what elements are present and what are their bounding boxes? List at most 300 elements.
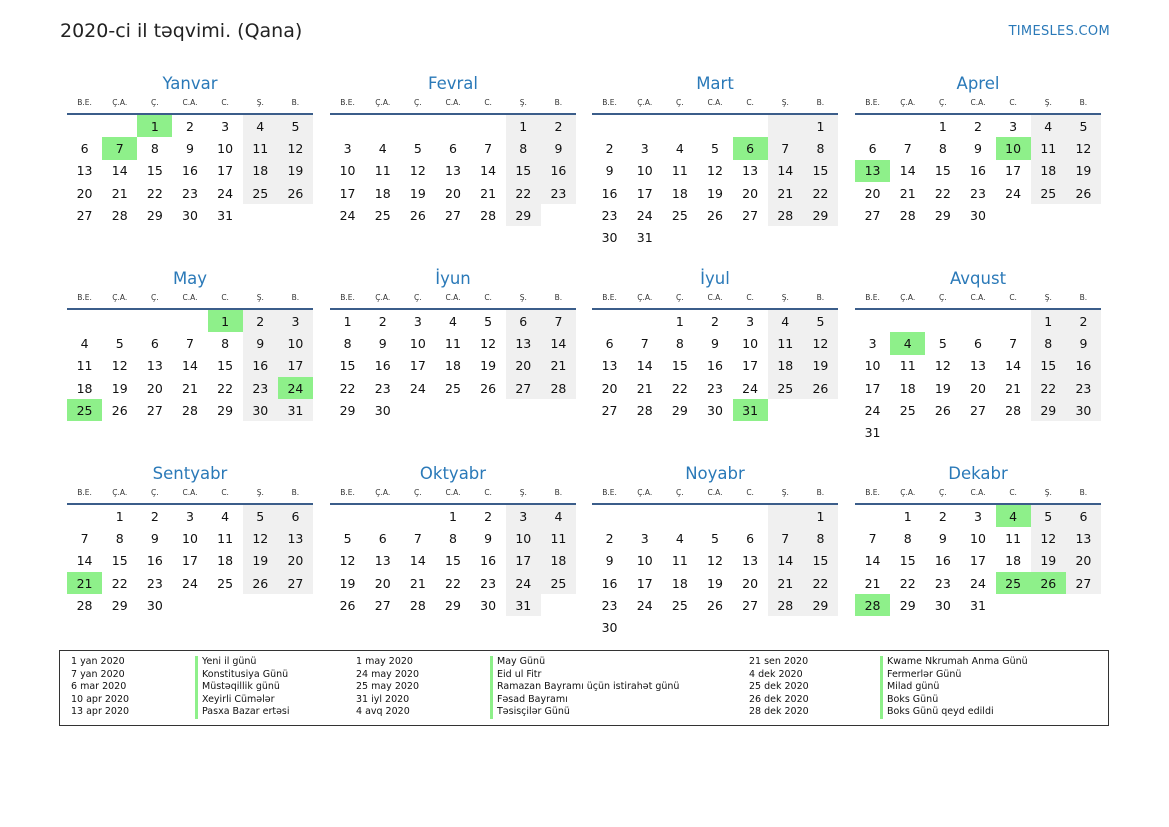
day-cell: 14	[768, 160, 803, 182]
day-cell: 8	[449, 530, 457, 546]
day-cell: 12	[409, 163, 426, 179]
day-cell: 14	[182, 358, 198, 374]
month-7	[592, 268, 838, 421]
empty-cell	[662, 226, 697, 248]
month-name: Yanvar	[162, 74, 218, 93]
weekday-header: Ş.	[1031, 290, 1066, 309]
day-cell: 5	[278, 114, 313, 137]
legend-date: 10 apr 2020	[71, 693, 130, 705]
day-cell: 14	[409, 553, 426, 569]
day-cell: 7	[484, 140, 493, 156]
empty-cell	[733, 616, 768, 638]
day-cell: 11	[671, 163, 688, 179]
day-cell: 21	[768, 572, 803, 594]
day-cell: 19	[707, 185, 723, 201]
day-cell: 25	[1031, 182, 1066, 204]
day-cell: 3	[1009, 118, 1018, 134]
day-cell: 8	[221, 335, 230, 351]
weekday-header: C.	[208, 290, 243, 309]
weekday-header: Ç.A.	[102, 485, 137, 504]
day-cell: 12	[803, 332, 838, 354]
day-cell: 15	[1031, 355, 1066, 377]
empty-cell	[506, 399, 541, 421]
empty-cell	[733, 114, 768, 137]
weekday-header: Ç.	[137, 95, 172, 114]
empty-cell	[627, 616, 662, 638]
day-cell: 3	[506, 504, 541, 527]
day-cell: 20	[864, 185, 881, 201]
day-cell: 3	[640, 530, 649, 546]
day-cell: 18	[76, 380, 93, 396]
day-cell: 14	[768, 550, 803, 572]
day-cell: 27	[970, 402, 986, 418]
weekday-header: Ç.A.	[890, 290, 925, 309]
day-cell: 23	[374, 380, 391, 396]
weekday-header: Ç.	[400, 95, 435, 114]
day-cell: 8	[506, 137, 541, 159]
weekday-header: B.	[803, 95, 838, 114]
day-cell: 8	[903, 530, 912, 546]
day-cell: 15	[217, 358, 234, 374]
weekday-header: Ç.A.	[365, 95, 400, 114]
brand-link[interactable]: TIMESLES.COM	[1008, 24, 1110, 39]
day-cell: 9	[605, 163, 614, 179]
day-cell: 14	[111, 163, 128, 179]
legend-date-column	[749, 656, 809, 719]
legend-date: 4 avq 2020	[356, 706, 410, 718]
day-cell: 23	[934, 575, 951, 591]
weekday-header: Ç.A.	[627, 485, 662, 504]
day-cell: 31	[636, 230, 653, 246]
day-cell: 20	[506, 355, 541, 377]
day-cell: 16	[1066, 355, 1101, 377]
empty-cell	[768, 504, 803, 527]
day-cell: 30	[601, 230, 618, 246]
day-cell: 10	[636, 553, 653, 569]
weekday-header: Ş.	[506, 95, 541, 114]
day-cell: 26	[409, 207, 426, 223]
legend-date-column	[356, 656, 419, 719]
legend-date: 13 apr 2020	[71, 706, 130, 718]
day-cell: 10	[970, 530, 986, 546]
day-cell: 6	[746, 530, 755, 546]
day-cell: 9	[378, 335, 387, 351]
day-cell: 3	[343, 140, 352, 156]
empty-cell	[733, 226, 768, 248]
day-cell: 11	[1031, 137, 1066, 159]
month-table	[330, 485, 576, 616]
day-cell: 2	[605, 140, 614, 156]
day-cell: 22	[803, 572, 838, 594]
empty-cell	[768, 114, 803, 137]
day-cell: 12	[1031, 527, 1066, 549]
day-cell: 2	[541, 114, 576, 137]
day-cell: 13	[506, 332, 541, 354]
day-cell: 5	[711, 140, 719, 156]
weekday-header: C.	[208, 95, 243, 114]
day-cell: 17	[217, 163, 234, 179]
day-cell: 9	[484, 530, 493, 546]
day-cell: 27	[506, 377, 541, 399]
day-cell: 10	[742, 335, 759, 351]
empty-cell	[855, 309, 890, 332]
holiday-day-cell: 25	[996, 572, 1031, 594]
day-cell: 12	[111, 358, 128, 374]
day-cell: 16	[707, 358, 723, 374]
weekday-header: Ç.A.	[627, 290, 662, 309]
weekday-header: C.	[471, 485, 506, 504]
empty-cell	[102, 309, 137, 332]
day-cell: 24	[409, 380, 426, 396]
day-cell: 26	[934, 402, 951, 418]
day-cell: 15	[803, 160, 838, 182]
month-name: Avqust	[949, 269, 1007, 288]
weekday-header: B.E.	[855, 485, 890, 504]
empty-cell	[1066, 204, 1101, 226]
month-12	[855, 463, 1101, 616]
day-cell: 7	[868, 530, 877, 546]
day-cell: 16	[934, 553, 951, 569]
day-cell: 12	[480, 335, 497, 351]
holiday-day-cell: 1	[208, 309, 243, 332]
day-cell: 9	[541, 137, 576, 159]
day-cell: 17	[409, 358, 426, 374]
day-cell: 3	[186, 508, 194, 524]
day-cell: 9	[711, 335, 719, 351]
day-cell: 11	[1005, 530, 1022, 546]
day-cell: 4	[768, 309, 803, 332]
day-cell: 10	[278, 332, 313, 354]
weekday-header: C.	[733, 290, 768, 309]
month-table	[330, 290, 576, 421]
empty-cell	[996, 594, 1031, 616]
day-cell: 3	[413, 313, 422, 329]
page-title: 2020-ci il təqvimi. (Qana)	[60, 20, 303, 42]
empty-cell	[278, 204, 313, 226]
day-cell: 4	[449, 313, 457, 329]
day-cell: 27	[742, 207, 759, 223]
day-cell: 24	[636, 207, 653, 223]
weekday-header: B.E.	[855, 290, 890, 309]
empty-cell	[1066, 594, 1101, 616]
day-cell: 28	[768, 594, 803, 616]
day-cell: 29	[803, 204, 838, 226]
day-cell: 27	[374, 597, 391, 613]
day-cell: 25	[243, 182, 278, 204]
empty-cell	[541, 399, 576, 421]
day-cell: 15	[671, 358, 688, 374]
empty-cell	[471, 399, 506, 421]
weekday-header: C.A.	[697, 485, 732, 504]
legend-date: 25 may 2020	[356, 681, 420, 693]
empty-cell	[733, 504, 768, 527]
day-cell: 17	[742, 358, 759, 374]
day-cell: 24	[1005, 185, 1022, 201]
day-cell: 29	[671, 402, 688, 418]
day-cell: 3	[974, 508, 982, 524]
day-cell: 10	[864, 358, 881, 374]
day-cell: 9	[974, 140, 982, 156]
weekday-header: C.	[471, 290, 506, 309]
day-cell: 30	[601, 620, 618, 636]
day-cell: 25	[541, 572, 576, 594]
day-cell: 28	[899, 207, 916, 223]
day-cell: 14	[541, 332, 576, 354]
day-cell: 15	[934, 163, 951, 179]
weekday-header: B.E.	[592, 485, 627, 504]
day-cell: 6	[1066, 504, 1101, 527]
day-cell: 6	[506, 309, 541, 332]
month-table	[67, 485, 313, 616]
day-cell: 29	[445, 597, 461, 613]
legend-name-column	[195, 656, 290, 719]
day-cell: 15	[339, 358, 356, 374]
day-cell: 3	[640, 140, 649, 156]
empty-cell	[996, 309, 1031, 332]
day-cell: 6	[449, 140, 457, 156]
day-cell: 18	[374, 185, 391, 201]
weekday-header: Ç.A.	[102, 95, 137, 114]
day-cell: 17	[636, 575, 653, 591]
weekday-header: Ç.	[662, 485, 697, 504]
holiday-legend	[59, 650, 1109, 726]
legend-holiday-name: Fəsad Bayramı	[490, 694, 679, 707]
weekday-header: B.	[278, 290, 313, 309]
day-cell: 4	[675, 140, 684, 156]
day-cell: 24	[970, 575, 986, 591]
day-cell: 9	[150, 530, 159, 546]
day-cell: 25	[768, 377, 803, 399]
empty-cell	[137, 309, 172, 332]
month-1	[67, 73, 313, 226]
day-cell: 5	[484, 313, 493, 329]
day-cell: 1	[938, 118, 947, 134]
day-cell: 18	[217, 553, 234, 569]
month-name: Oktyabr	[419, 464, 487, 483]
legend-holiday-name: Kwame Nkrumah Anma Günü	[880, 656, 1028, 669]
day-cell: 26	[111, 402, 128, 418]
day-cell: 21	[899, 185, 916, 201]
day-cell: 21	[409, 575, 426, 591]
legend-date: 25 dek 2020	[749, 681, 809, 693]
holiday-day-cell: 1	[137, 114, 172, 137]
day-cell: 1	[803, 114, 838, 137]
month-table	[855, 290, 1101, 444]
weekday-header: C.	[996, 95, 1031, 114]
legend-date: 1 may 2020	[356, 656, 413, 667]
day-cell: 2	[1066, 309, 1101, 332]
day-cell: 28	[636, 402, 653, 418]
day-cell: 20	[1066, 550, 1101, 572]
day-cell: 20	[146, 380, 163, 396]
weekday-header: C.	[733, 95, 768, 114]
day-cell: 18	[671, 575, 688, 591]
weekday-header: B.E.	[67, 95, 102, 114]
weekday-header: Ç.A.	[890, 95, 925, 114]
empty-cell	[1031, 421, 1066, 443]
day-cell: 1	[803, 504, 838, 527]
weekday-header: C.A.	[172, 95, 207, 114]
empty-cell	[803, 616, 838, 638]
month-11	[592, 463, 838, 639]
day-cell: 12	[934, 358, 951, 374]
day-cell: 13	[970, 358, 986, 374]
day-cell: 13	[445, 163, 461, 179]
weekday-header: C.A.	[960, 290, 995, 309]
day-cell: 18	[899, 380, 916, 396]
day-cell: 19	[934, 380, 951, 396]
day-cell: 27	[1066, 572, 1101, 594]
day-cell: 12	[243, 527, 278, 549]
day-cell: 20	[374, 575, 391, 591]
day-cell: 11	[899, 358, 916, 374]
empty-cell	[627, 114, 662, 137]
day-cell: 17	[864, 380, 881, 396]
empty-cell	[1031, 594, 1066, 616]
day-cell: 16	[541, 160, 576, 182]
legend-holiday-name: Təsisçilər Günü	[490, 706, 679, 719]
day-cell: 5	[803, 309, 838, 332]
day-cell: 14	[864, 553, 881, 569]
day-cell: 27	[601, 402, 618, 418]
day-cell: 31	[278, 399, 313, 421]
empty-cell	[172, 594, 207, 616]
day-cell: 4	[1031, 114, 1066, 137]
weekday-header: C.	[996, 485, 1031, 504]
empty-cell	[890, 114, 925, 137]
day-cell: 30	[243, 399, 278, 421]
day-cell: 30	[374, 402, 391, 418]
month-name: Dekabr	[948, 464, 1008, 483]
day-cell: 25	[445, 380, 461, 396]
day-cell: 23	[970, 185, 986, 201]
weekday-header: C.A.	[960, 95, 995, 114]
day-cell: 1	[1031, 309, 1066, 332]
day-cell: 11	[217, 530, 234, 546]
day-cell: 21	[768, 182, 803, 204]
day-cell: 20	[970, 380, 986, 396]
weekday-header: B.	[1066, 485, 1101, 504]
day-cell: 19	[409, 185, 426, 201]
weekday-header: B.E.	[330, 290, 365, 309]
day-cell: 11	[374, 163, 391, 179]
weekday-header: C.A.	[435, 95, 470, 114]
day-cell: 13	[374, 553, 391, 569]
weekday-header: B.E.	[855, 95, 890, 114]
day-cell: 26	[803, 377, 838, 399]
empty-cell	[996, 204, 1031, 226]
weekday-header: C.	[996, 290, 1031, 309]
day-cell: 9	[938, 530, 947, 546]
legend-date: 26 dek 2020	[749, 693, 809, 705]
day-cell: 17	[182, 553, 198, 569]
day-cell: 12	[278, 137, 313, 159]
day-cell: 20	[742, 185, 759, 201]
weekday-header: B.	[278, 95, 313, 114]
empty-cell	[592, 504, 627, 527]
empty-cell	[768, 616, 803, 638]
empty-cell	[662, 616, 697, 638]
empty-cell	[278, 594, 313, 616]
legend-date: 6 mar 2020	[71, 681, 127, 693]
day-cell: 11	[243, 137, 278, 159]
day-cell: 28	[768, 204, 803, 226]
day-cell: 22	[506, 182, 541, 204]
holiday-day-cell: 4	[890, 332, 925, 354]
day-cell: 23	[146, 575, 163, 591]
weekday-header: Ç.A.	[365, 485, 400, 504]
legend-holiday-name: Pasxa Bazar ertəsi	[195, 706, 290, 719]
empty-cell	[855, 504, 890, 527]
weekday-header: Ç.A.	[102, 290, 137, 309]
weekday-header: Ç.A.	[890, 485, 925, 504]
month-name: Fevral	[428, 74, 478, 93]
day-cell: 28	[111, 207, 128, 223]
day-cell: 30	[707, 402, 723, 418]
day-cell: 5	[711, 530, 719, 546]
day-cell: 8	[150, 140, 159, 156]
holiday-day-cell: 25	[67, 399, 102, 421]
weekday-header: B.E.	[67, 290, 102, 309]
day-cell: 27	[864, 207, 881, 223]
day-cell: 12	[1066, 137, 1101, 159]
day-cell: 1	[506, 114, 541, 137]
day-cell: 2	[243, 309, 278, 332]
day-cell: 21	[111, 185, 128, 201]
day-cell: 4	[243, 114, 278, 137]
empty-cell	[697, 226, 732, 248]
day-cell: 25	[374, 207, 391, 223]
day-cell: 28	[409, 597, 426, 613]
weekday-header: C.A.	[697, 95, 732, 114]
weekday-header: Ç.A.	[365, 290, 400, 309]
day-cell: 10	[636, 163, 653, 179]
weekday-header: Ç.A.	[627, 95, 662, 114]
weekday-header: C.	[733, 485, 768, 504]
day-cell: 27	[76, 207, 93, 223]
day-cell: 29	[803, 594, 838, 616]
legend-date-column	[71, 656, 129, 719]
weekday-header: C.A.	[697, 290, 732, 309]
empty-cell	[925, 309, 960, 332]
day-cell: 24	[742, 380, 759, 396]
day-cell: 16	[601, 575, 618, 591]
day-cell: 5	[243, 504, 278, 527]
weekday-header: B.E.	[330, 485, 365, 504]
holiday-day-cell: 6	[733, 137, 768, 159]
day-cell: 26	[1066, 182, 1101, 204]
legend-holiday-name: Ramazan Bayramı üçün istirahət günü	[490, 681, 679, 694]
day-cell: 19	[1066, 160, 1101, 182]
day-cell: 29	[146, 207, 163, 223]
day-cell: 8	[675, 335, 684, 351]
day-cell: 20	[76, 185, 93, 201]
day-cell: 16	[146, 553, 163, 569]
day-cell: 15	[445, 553, 461, 569]
legend-date: 1 yan 2020	[71, 656, 125, 667]
weekday-header: C.A.	[172, 485, 207, 504]
day-cell: 13	[742, 553, 759, 569]
day-cell: 2	[186, 118, 194, 134]
empty-cell	[662, 504, 697, 527]
day-cell: 12	[707, 553, 723, 569]
legend-holiday-name: Konstitusiya Günü	[195, 669, 290, 682]
day-cell: 2	[938, 508, 947, 524]
day-cell: 10	[339, 163, 356, 179]
day-cell: 6	[278, 504, 313, 527]
day-cell: 5	[1066, 114, 1101, 137]
day-cell: 15	[803, 550, 838, 572]
